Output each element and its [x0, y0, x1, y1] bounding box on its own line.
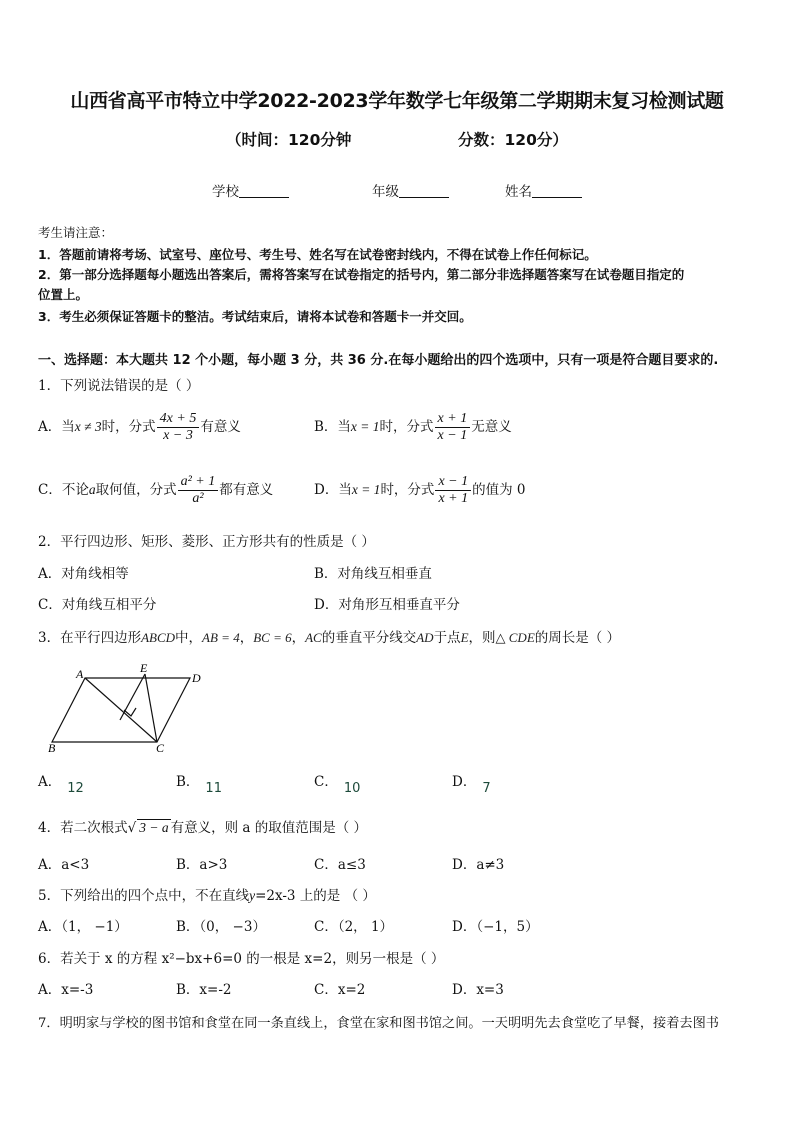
q3-option-a[interactable]	[38, 770, 84, 796]
q1-a-prefix: A．当	[38, 419, 75, 435]
q2-option-c[interactable]: C．对角线互相平分	[38, 597, 157, 613]
q3-d-value: 7	[482, 781, 491, 796]
q6-option-a[interactable]: A．x=-3	[38, 982, 94, 998]
q1-b-fraction	[435, 411, 471, 444]
exam-score: 分数：120分）	[458, 131, 568, 149]
q3-option-d[interactable]	[452, 770, 491, 796]
q4-radicand: 3 − a	[139, 820, 169, 835]
q3-stem-part6: 的周长是（ ）	[534, 630, 621, 646]
q3-stem-part1: 3．在平行四边形	[38, 630, 142, 646]
q3-stem-part5: ，则	[468, 630, 496, 646]
q2-option-b[interactable]: B．对角线互相垂直	[314, 566, 432, 582]
q1-b-cond: x = 1	[350, 419, 380, 434]
q7-stem: 7．明明家与学校的图书馆和食堂在同一条直线上，食堂在家和图书馆之间。一天明明先去食堂吃了早餐，接着去图书	[38, 1016, 719, 1031]
q1-b-den: x − 1	[435, 427, 471, 444]
school-field	[212, 180, 289, 200]
q1-a-suffix: 有意义	[200, 419, 241, 435]
q1-c-den: a²	[178, 490, 219, 507]
q3-b-value: 11	[205, 781, 222, 796]
sqrt-icon: √	[127, 820, 137, 836]
q3-label-a: A	[76, 667, 84, 681]
q3-c-value: 10	[343, 781, 361, 796]
q1-d-cond: x = 1	[351, 482, 381, 497]
q3-stem-part2: 中，	[175, 630, 203, 646]
q4-option-b[interactable]: B．a>3	[176, 857, 228, 873]
q3-ac: AC	[305, 630, 322, 645]
grade-blank[interactable]	[399, 183, 449, 198]
q3-e: E	[460, 630, 469, 645]
q5-option-a[interactable]: A．（1， −1）	[38, 919, 128, 935]
page-title: 山西省高平市特立中学2022-2023学年数学七年级第二学期期末复习检测试题	[70, 90, 724, 112]
q3-b-label: B．	[176, 774, 200, 790]
q1-option-b[interactable]	[314, 411, 512, 444]
q2-option-d[interactable]: D．对角形互相垂直平分	[314, 597, 460, 613]
q3-ad: AD	[416, 630, 434, 645]
q3-d-label: D．	[452, 774, 477, 790]
q1-d-suffix: 的值为 0	[472, 482, 526, 498]
q6-option-b[interactable]: B．x=-2	[176, 982, 232, 998]
notice-heading: 考生请注意：	[38, 225, 114, 240]
q1-a-cond: x ≠ 3	[74, 419, 102, 434]
q6-stem: 6．若关于 x 的方程 x²−bx+6=0 的一根是 x=2，则另一根是（ ）	[38, 951, 445, 967]
notice-item-3: 3．考生必须保证答题卡的整洁。考试结束后，请将本试卷和答题卡一并交回。	[38, 309, 472, 324]
grade-field	[372, 180, 449, 200]
q4-option-d[interactable]: D．a≠3	[452, 857, 505, 873]
q3-option-b[interactable]	[176, 770, 222, 796]
q3-diagonal-ac	[85, 678, 157, 742]
name-field	[505, 180, 582, 200]
q5-stem-part2: =2x-3 上的是 （ ）	[255, 888, 376, 904]
q1-c-var: a	[88, 482, 96, 497]
q1-b-suffix: 无意义	[471, 419, 512, 435]
q6-option-d[interactable]: D．x=3	[452, 982, 504, 998]
q3-label-d: D	[192, 671, 201, 685]
q3-triangle: △ CDE	[495, 630, 535, 645]
q2-option-a[interactable]: A．对角线相等	[38, 566, 129, 582]
q4-stem	[38, 816, 367, 836]
q3-stem-part3: 的垂直平分线交	[321, 630, 417, 646]
notice-item-2-cont: 位置上。	[38, 287, 89, 302]
q6-option-c[interactable]: C．x=2	[314, 982, 366, 998]
q3-stem-part4: 于点	[433, 630, 461, 646]
q5-option-d[interactable]: D．（−1，5）	[452, 919, 539, 935]
q3-abcd: ABCD	[141, 630, 176, 645]
q1-c-suffix: 都有意义	[219, 482, 274, 498]
q3-a-label: A．	[38, 774, 62, 790]
q1-c-fraction	[178, 474, 219, 507]
name-blank[interactable]	[532, 183, 582, 198]
q1-a-fraction	[157, 411, 200, 444]
section-heading: 一、选择题：本大题共 12 个小题，每小题 3 分，共 36 分.在每小题给出的四个选项中，只有一项是符合题目要求的.	[38, 353, 719, 368]
q1-option-c[interactable]	[38, 474, 273, 507]
q1-b-prefix: B．当	[314, 419, 351, 435]
q3-stem	[38, 626, 620, 646]
q3-c-label: C．	[314, 774, 338, 790]
q1-c-prefix: C．不论	[38, 482, 89, 498]
q3-sep1: ，	[239, 630, 254, 646]
q3-label-b: B	[48, 741, 56, 754]
school-label: 学校	[212, 184, 239, 200]
q1-option-a[interactable]	[38, 411, 241, 444]
q3-bc: BC = 6	[253, 630, 292, 645]
q5-stem	[38, 884, 376, 904]
q3-segment-ce	[145, 674, 157, 742]
q1-c-mid: 取何值，分式	[95, 482, 177, 498]
q3-label-c: C	[156, 741, 165, 754]
q4-option-c[interactable]: C．a≤3	[314, 857, 366, 873]
q5-option-c[interactable]: C．（2， 1）	[314, 919, 394, 935]
q1-a-mid: 时，分式	[101, 419, 156, 435]
notice-item-1: 1．答题前请将考场、试室号、座位号、考生号、姓名写在试卷密封线内，不得在试卷上作任何标记。	[38, 247, 597, 262]
q1-d-prefix: D．当	[314, 482, 352, 498]
q5-option-b[interactable]: B．（0， −3）	[176, 919, 266, 935]
grade-label: 年级	[372, 184, 399, 200]
q5-stem-part1: 5．下列给出的四个点中，不在直线	[38, 888, 250, 904]
q4-option-a[interactable]: A．a<3	[38, 857, 90, 873]
q1-a-num: 4x + 5	[159, 411, 197, 426]
q1-d-mid: 时，分式	[380, 482, 435, 498]
q1-b-num: x + 1	[437, 411, 468, 426]
q1-d-num: x − 1	[438, 474, 469, 489]
q2-stem: 2．平行四边形、矩形、菱形、正方形共有的性质是（ ）	[38, 534, 375, 550]
q4-stem-part1: 4．若二次根式	[38, 820, 128, 836]
exam-time: （时间：120分钟	[226, 131, 352, 149]
q3-label-e: E	[140, 662, 148, 675]
q3-a-value: 12	[67, 781, 84, 796]
q5-y: y	[249, 888, 256, 903]
q3-figure	[40, 662, 212, 754]
q4-stem-part2: 有意义，则 a 的取值范围是（ ）	[170, 820, 368, 836]
q3-sep2: ，	[291, 630, 306, 646]
q3-ab: AB = 4	[202, 630, 240, 645]
school-blank[interactable]	[239, 183, 289, 198]
q1-stem: 1．下列说法错误的是（ ）	[38, 378, 200, 394]
q1-d-fraction	[435, 474, 471, 507]
q1-b-mid: 时，分式	[379, 419, 434, 435]
q1-c-num: a² + 1	[180, 474, 216, 489]
q3-option-c[interactable]	[314, 770, 361, 796]
q1-a-den: x − 3	[157, 427, 200, 444]
q1-d-den: x + 1	[435, 490, 471, 507]
notice-item-2: 2．第一部分选择题每小题选出答案后，需将答案写在试卷指定的括号内，第二部分非选择题答案写在试卷题目指定的	[38, 267, 685, 282]
q1-option-d[interactable]	[314, 474, 526, 507]
name-label: 姓名	[505, 184, 532, 200]
